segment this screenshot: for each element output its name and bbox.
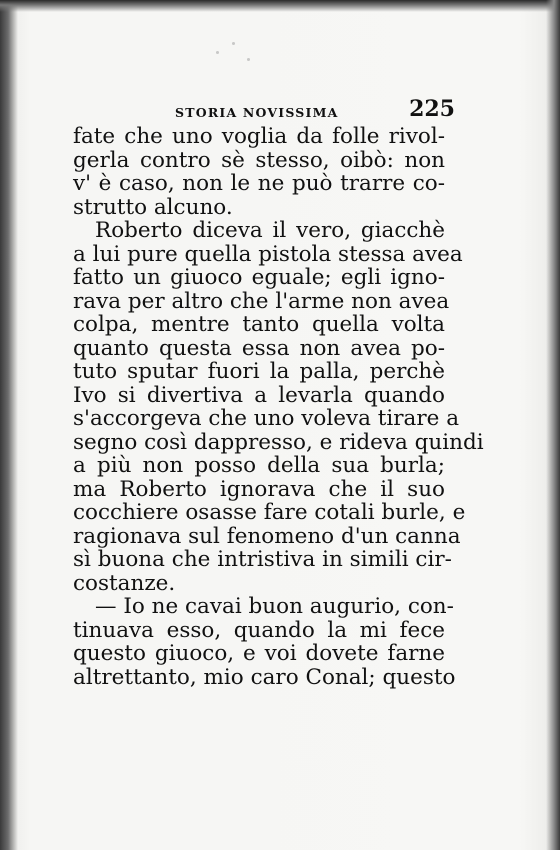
text-line: s'accorgeva che uno voleva tirare a [73,406,460,431]
text-line: tinuava esso, quando la mi fece [73,617,445,643]
text-line: rava per altro che l'arme non avea [73,288,450,314]
text-line: gerla contro sè stesso, oibò: non [73,147,445,173]
paper-speck [216,51,219,54]
text-line: segno così dappresso, e rideva quindi [73,429,484,455]
text-line: quanto questa essa non avea po- [73,335,445,361]
page-number: 225 [409,96,455,122]
text-line: sì buona che intristiva in simili cir- [73,547,452,572]
paper-speck [232,42,235,45]
page-top-edge-shadow [0,0,560,12]
text-line: costanze. [73,570,176,596]
text-line: Roberto diceva il vero, giacchè [95,218,445,243]
page-right-edge-shadow [546,0,560,850]
text-line: strutto alcuno. [73,194,233,220]
paper-speck [247,58,250,61]
text-line: v' è caso, non le ne può trarre co- [73,171,445,196]
text-line: a più non posso della sua burla; [73,453,445,478]
text-line: colpa, mentre tanto quella volta [73,312,445,337]
text-line: fate che uno voglia da folle rivol- [73,124,445,149]
text-line: Ivo si divertiva a levarla quando [73,382,445,408]
text-line: a lui pure quella pistola stessa avea [73,241,463,267]
page-header [75,98,457,126]
text-line: fatto un giuoco eguale; egli igno- [73,265,445,290]
text-line: ma Roberto ignorava che il suo [73,476,445,502]
text-line: altrettanto, mio caro Conal; questo [73,664,456,690]
text-line: questo giuoco, e voi dovete farne [73,641,445,666]
page-binding-shadow [0,0,18,850]
body-text [73,124,484,690]
running-title: STORIA NOVISSIMA [175,105,339,120]
text-line: — Io ne cavai buon augurio, con- [95,594,454,619]
text-line: ragionava sul fenomeno d'un canna [73,523,461,549]
text-line: cocchiere osasse fare cotali burle, e [73,500,466,525]
text-line: tuto sputar fuori la palla, perchè [73,359,445,384]
